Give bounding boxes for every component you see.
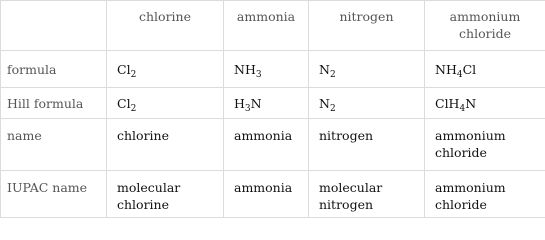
formula-subscript: 4: [456, 69, 463, 80]
hill-formula-cell-ammonium-chloride: [425, 88, 545, 119]
cell-text: ammonia: [234, 180, 293, 195]
cell-text: ClH: [435, 95, 460, 111]
cell-text: molecular chlorine: [117, 180, 181, 212]
cell-text: ammonium chloride: [435, 128, 506, 160]
name-cell-ammonium-chloride: [425, 119, 545, 171]
cell-text: nitrogen: [319, 128, 374, 143]
iupac-name-cell-ammonium-chloride: [425, 171, 545, 218]
iupac-name-cell-chlorine: [107, 171, 224, 218]
row-hill-formula: [1, 88, 545, 119]
cell-text: N: [319, 61, 330, 77]
cell-text: chlorine: [117, 128, 169, 143]
iupac-name-cell-nitrogen: [309, 171, 425, 218]
hill-formula-cell-nitrogen: [309, 88, 425, 119]
cell-text: Cl: [462, 61, 477, 77]
column-header-ammonium-chloride: ammonium chloride: [425, 1, 545, 51]
row-label-formula: formula: [1, 51, 107, 88]
formula-cell-chlorine: [107, 51, 224, 88]
row-iupac-name: [1, 171, 545, 218]
name-cell-nitrogen: [309, 119, 425, 171]
hill-formula-cell-ammonia: [224, 88, 309, 119]
iupac-name-cell-ammonia: [224, 171, 309, 218]
corner-cell: [1, 1, 107, 51]
formula-subscript: 2: [329, 69, 336, 80]
formula-subscript: 2: [329, 103, 336, 114]
column-header-ammonia: ammonia: [224, 1, 309, 51]
cell-text: ammonium chloride: [435, 180, 506, 212]
formula-subscript: 3: [244, 103, 251, 114]
formula-subscript: 4: [459, 103, 466, 114]
formula-subscript: 2: [130, 103, 137, 114]
cell-text: N: [250, 95, 262, 111]
cell-text: N: [319, 95, 330, 111]
cell-text: Cl: [117, 61, 131, 77]
cell-text: Cl: [117, 95, 131, 111]
formula-cell-ammonia: [224, 51, 309, 88]
name-cell-chlorine: [107, 119, 224, 171]
formula-cell-ammonium-chloride: [425, 51, 545, 88]
cell-text: N: [465, 95, 477, 111]
row-label-name: name: [1, 119, 107, 171]
formula-subscript: 3: [255, 69, 262, 80]
row-label-iupac-name: IUPAC name: [1, 171, 107, 218]
cell-text: ammonia: [234, 128, 293, 143]
column-header-nitrogen: nitrogen: [309, 1, 425, 51]
name-cell-ammonia: [224, 119, 309, 171]
column-header-chlorine: chlorine: [107, 1, 224, 51]
cell-text: NH: [435, 61, 457, 77]
row-label-hill-formula: Hill formula: [1, 88, 107, 119]
cell-text: NH: [234, 61, 256, 77]
header-row: [1, 1, 545, 51]
row-formula: [1, 51, 545, 88]
hill-formula-cell-chlorine: [107, 88, 224, 119]
formula-cell-nitrogen: [309, 51, 425, 88]
formula-subscript: 2: [130, 69, 137, 80]
cell-text: molecular nitrogen: [319, 180, 383, 212]
cell-text: H: [234, 95, 245, 111]
row-name: [1, 119, 545, 171]
